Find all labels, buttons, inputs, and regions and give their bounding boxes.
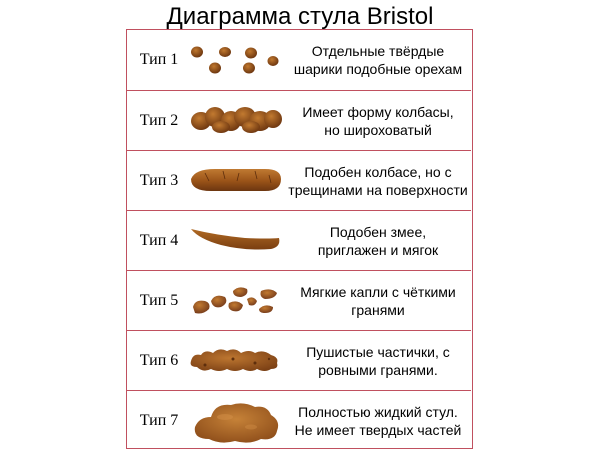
description <box>285 271 471 330</box>
description-line: Подобен колбасе, но с <box>304 163 452 180</box>
type-label: Тип 6 <box>139 351 179 369</box>
table-row <box>127 330 471 390</box>
bristol-table <box>126 29 473 449</box>
description <box>285 211 471 270</box>
description-line: но широховатый <box>324 121 432 138</box>
type-label: Тип 3 <box>139 171 179 189</box>
table-row <box>127 150 471 210</box>
soft-blobs-icon <box>185 271 285 330</box>
description-line: Не имеет твердых частей <box>294 421 462 438</box>
type-label: Тип 2 <box>139 111 179 129</box>
description-line: трещинами на поверхности <box>288 181 468 198</box>
cracked-sausage-icon <box>185 151 285 210</box>
description <box>285 30 471 90</box>
table-row <box>127 30 471 90</box>
description-line: Пушистые частички, с <box>306 343 450 360</box>
fluffy-pieces-icon <box>185 331 285 390</box>
description-line: Подобен змее, <box>329 223 427 240</box>
separate-lumps-icon <box>185 30 285 90</box>
description <box>285 331 471 390</box>
lumpy-sausage-icon <box>185 91 285 150</box>
description-line: Мягкие капли с чёткими <box>300 283 456 300</box>
description <box>285 391 471 450</box>
description <box>285 151 471 210</box>
description-line: приглажен и мягок <box>317 241 439 258</box>
description-line: Отдельные твёрдые <box>311 43 445 59</box>
page-title: Диаграмма стула Bristol <box>166 3 434 30</box>
description <box>285 91 471 150</box>
description-line: гранями <box>351 301 405 318</box>
description-line: Имеет форму колбасы, <box>302 103 454 120</box>
description-line: Полностью жидкий стул. <box>298 403 458 420</box>
description-line: шарики подобные орехам <box>293 61 463 77</box>
description-line: ровными гранями. <box>318 361 438 378</box>
type-label: Тип 1 <box>139 51 179 68</box>
table-row <box>127 270 471 330</box>
smooth-snake-icon <box>185 211 285 270</box>
watery-icon <box>185 391 285 450</box>
table-row <box>127 210 471 270</box>
type-label: Тип 5 <box>139 291 179 309</box>
type-label: Тип 4 <box>139 231 179 249</box>
table-row <box>127 390 471 450</box>
table-row <box>127 90 471 150</box>
type-label: Тип 7 <box>139 411 179 429</box>
